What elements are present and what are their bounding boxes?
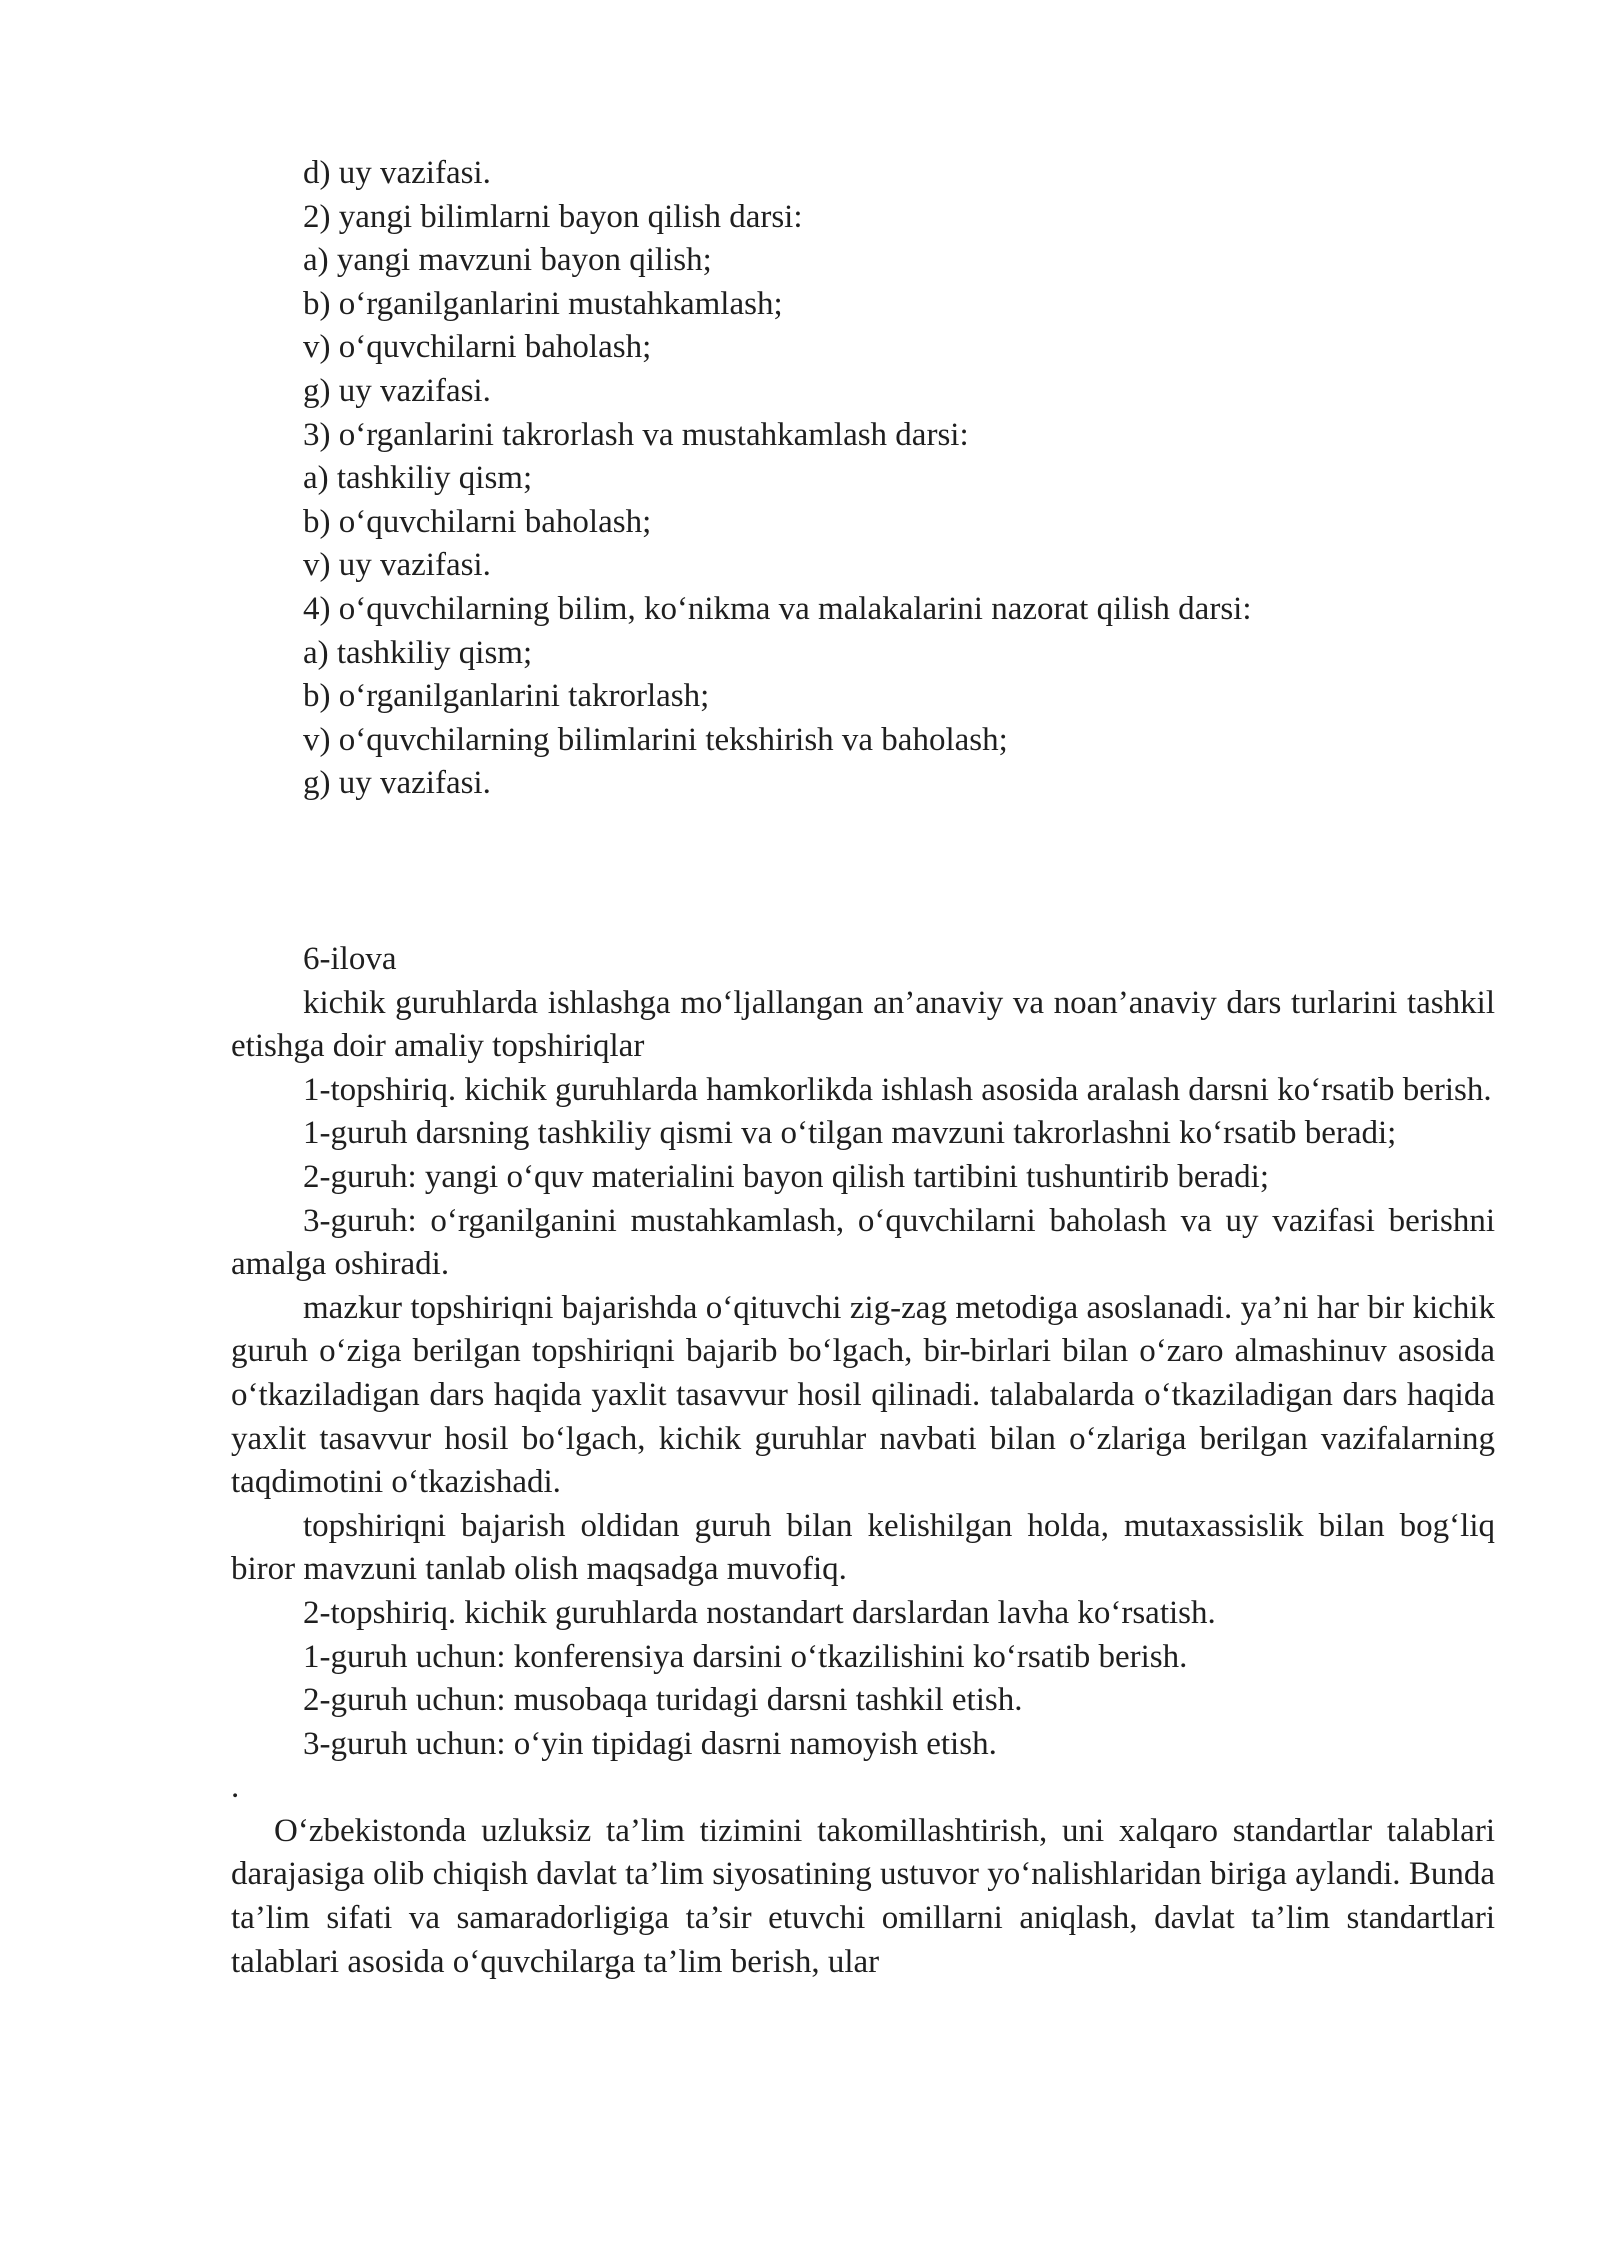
paragraph: 2-topshiriq. kichik guruhlarda nostandart darslardan lavha ko‘rsatish. — [303, 1594, 1216, 1631]
paragraph: 1-guruh uchun: konferensiya darsini o‘tkazilishini ko‘rsatib berish. — [303, 1638, 1188, 1675]
paragraph: 1-topshiriq. kichik guruhlarda hamkorlikda ishlash asosida aralash darsni ko‘rsatib berish. — [303, 1071, 1492, 1108]
list-item: b) o‘rganilganlarini takrorlash; — [303, 678, 710, 715]
appendix-section — [231, 938, 1495, 1984]
list-item: 2) yangi bilimlarni bayon qilish darsi: — [303, 198, 803, 235]
separator-dot: . — [231, 1769, 240, 1806]
list-item: a) yangi mavzuni bayon qilish; — [303, 242, 712, 279]
appendix-label: 6-ilova — [303, 941, 397, 977]
list-item: 3) o‘rganlarini takrorlash va mustahkamlash darsi: — [303, 416, 969, 453]
lesson-structure-list — [303, 152, 1503, 806]
list-item: b) o‘rganilganlarini mustahkamlash; — [303, 285, 783, 322]
list-item: v) o‘quvchilarni baholash; — [303, 329, 652, 366]
paragraph: mazkur topshiriqni bajarishda o‘qituvchi zig-zag metodiga asoslanadi. ya’ni har bir kichik guruh o‘ziga berilgan topshiriqni bajarib bo‘lgach, bir-birlari bilan o‘zaro almashinuv asosida o‘tkaziladigan dars haqida yaxlit tasavvur hosil qilinadi. talabalarda o‘tkaziladigan dars haqida yaxlit tasavvur hosil bo‘lgach, kichik guruhlar navbati bilan o‘zlariga berilgan vazifalarning taqdimotini o‘tkazishadi. — [231, 1289, 1495, 1501]
list-item: 4) o‘quvchilarning bilim, ko‘nikma va malakalarini nazorat qilish darsi: — [303, 590, 1252, 627]
closing-paragraph: O‘zbekistonda uzluksiz ta’lim tizimini takomillashtirish, uni xalqaro standartlar talablari darajasiga olib chiqish davlat ta’lim siyosatining ustuvor yo‘nalishlaridan biriga aylandi. Bunda ta’lim sifati va samaradorligiga ta’sir etuvchi omillarni aniqlash, davlat ta’lim standartlari talablari asosida o‘quvchilarga ta’lim berish, ular — [231, 1812, 1495, 1980]
list-item: a) tashkiliy qism; — [303, 460, 533, 497]
list-item: g) uy vazifasi. — [303, 372, 491, 409]
paragraph: 3-guruh uchun: o‘yin tipidagi dasrni namoyish etish. — [303, 1725, 997, 1762]
list-item: a) tashkiliy qism; — [303, 634, 533, 671]
paragraph: 1-guruh darsning tashkiliy qismi va o‘tilgan mavzuni takrorlashni ko‘rsatib beradi; — [303, 1115, 1397, 1152]
paragraph: 3-guruh: o‘rganilganini mustahkamlash, o‘quvchilarni baholash va uy vazifasi berishni amalga oshiradi. — [231, 1202, 1495, 1283]
list-item: g) uy vazifasi. — [303, 765, 491, 802]
paragraph: 2-guruh uchun: musobaqa turidagi darsni tashkil etish. — [303, 1682, 1023, 1719]
list-item: v) o‘quvchilarning bilimlarini tekshirish va baholash; — [303, 721, 1008, 758]
appendix-title: kichik guruhlarda ishlashga mo‘ljallangan an’anaviy va noan’anaviy dars turlarini tashkil etishga doir amaliy topshiriqlar — [231, 984, 1495, 1065]
list-item: b) o‘quvchilarni baholash; — [303, 503, 652, 540]
paragraph: topshiriqni bajarish oldidan guruh bilan kelishilgan holda, mutaxassislik bilan bog‘liq biror mavzuni tanlab olish maqsadga muvofiq. — [231, 1507, 1495, 1588]
list-item: d) uy vazifasi. — [303, 155, 491, 191]
list-item: v) uy vazifasi. — [303, 547, 491, 584]
paragraph: 2-guruh: yangi o‘quv materialini bayon qilish tartibini tushuntirib beradi; — [303, 1158, 1269, 1195]
